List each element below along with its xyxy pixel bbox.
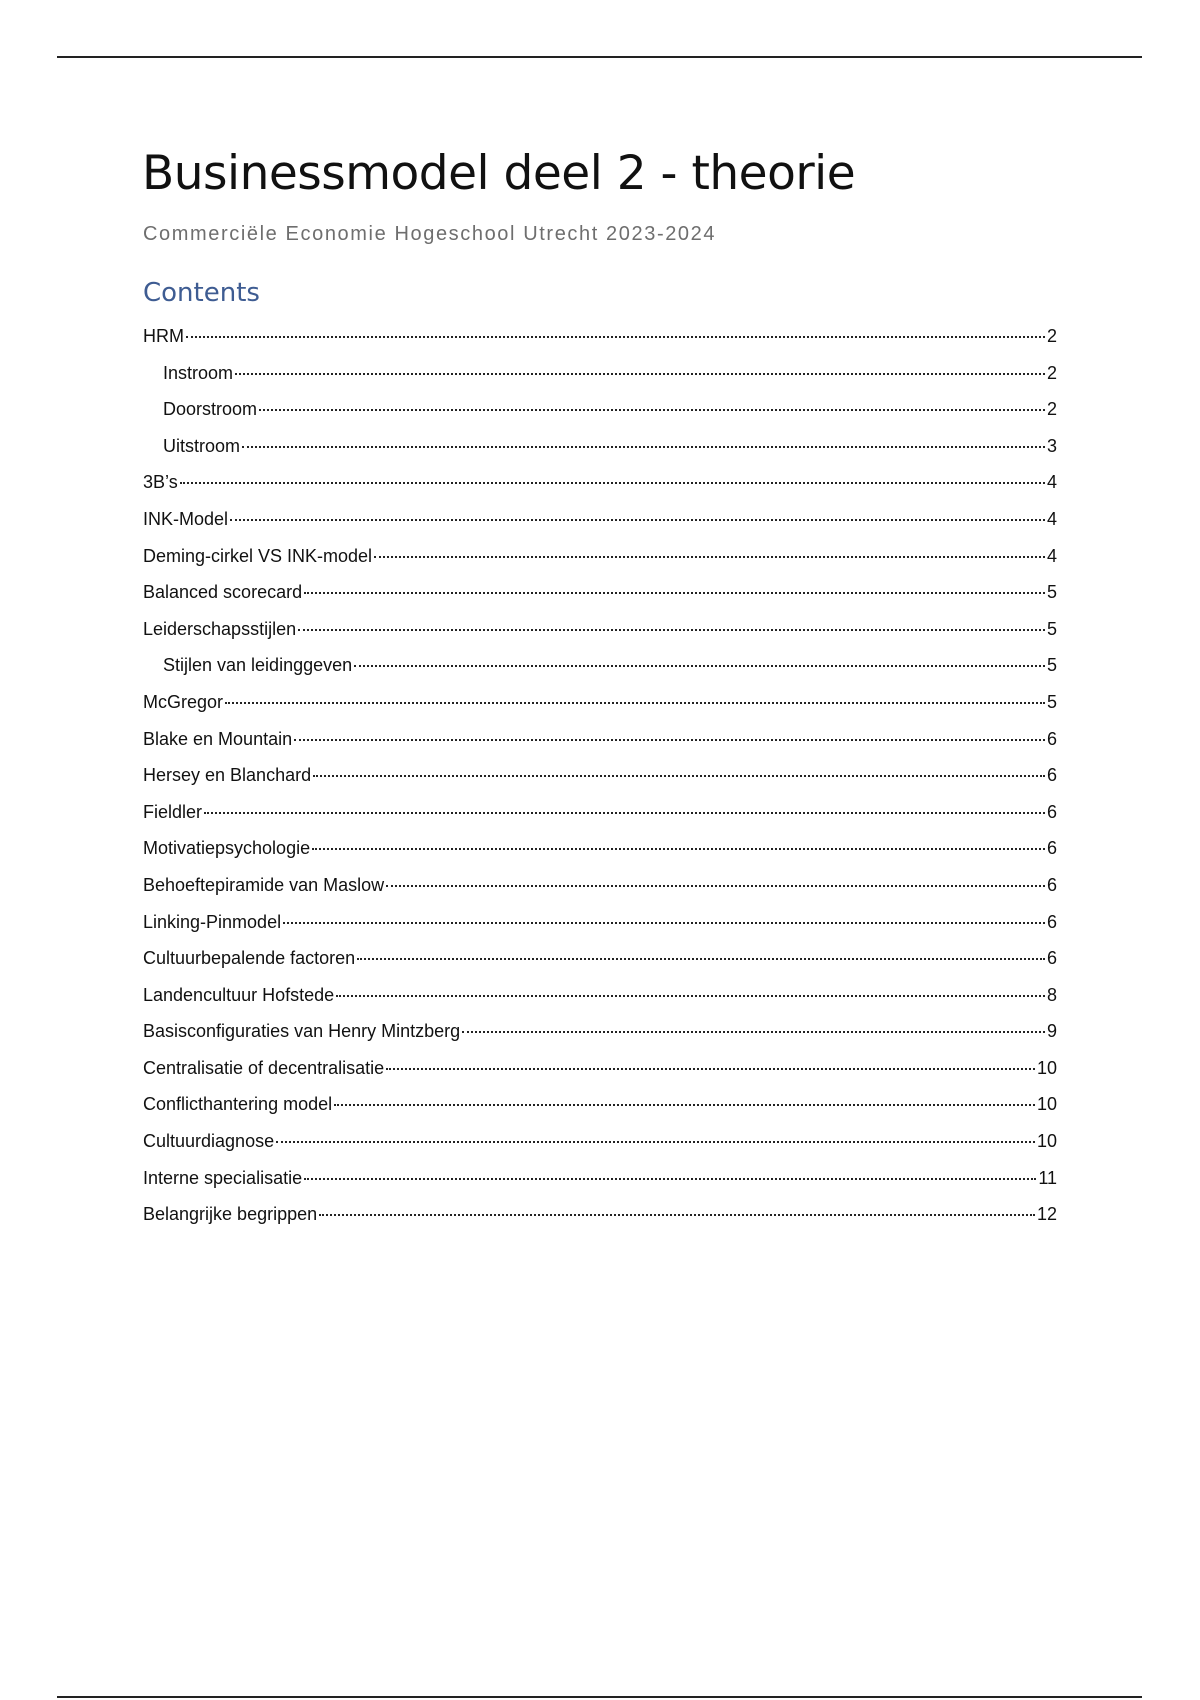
toc-entry[interactable] — [143, 948, 1057, 985]
toc-dot-leader — [386, 885, 1045, 887]
toc-entry-label: Fieldler — [143, 801, 203, 822]
toc-entry[interactable] — [143, 509, 1057, 546]
toc-entry-label: INK-Model — [143, 508, 229, 529]
toc-dot-leader — [334, 1104, 1035, 1106]
toc-entry-page-number: 4 — [1046, 508, 1057, 529]
toc-entry-page-number: 9 — [1046, 1021, 1057, 1042]
toc-entry[interactable] — [143, 619, 1057, 656]
toc-entry-label: Uitstroom — [163, 435, 241, 456]
toc-entry-label: Instroom — [163, 362, 234, 383]
toc-entry[interactable] — [143, 1058, 1057, 1095]
toc-dot-leader — [312, 848, 1045, 850]
toc-dot-leader — [276, 1141, 1035, 1143]
toc-entry-page-number: 6 — [1046, 874, 1057, 895]
toc-entry-label: Motivatiepsychologie — [143, 838, 311, 859]
toc-dot-leader — [386, 1068, 1035, 1070]
toc-heading: Contents — [143, 278, 260, 308]
toc-dot-leader — [180, 482, 1045, 484]
toc-entry-page-number: 5 — [1046, 618, 1057, 639]
toc-entry-page-number: 10 — [1036, 1094, 1057, 1115]
toc-dot-leader — [304, 1178, 1036, 1180]
toc-entry-label: Blake en Mountain — [143, 728, 293, 749]
toc-dot-leader — [298, 629, 1045, 631]
toc-entry-page-number: 6 — [1046, 728, 1057, 749]
toc-entry[interactable] — [143, 912, 1057, 949]
toc-entry[interactable] — [143, 436, 1057, 473]
toc-entry-page-number: 11 — [1038, 1167, 1057, 1188]
toc-entry-label: Balanced scorecard — [143, 582, 303, 603]
toc-entry[interactable] — [143, 729, 1057, 766]
toc-dot-leader — [336, 995, 1045, 997]
toc-dot-leader — [186, 336, 1045, 338]
toc-entry-label: Behoeftepiramide van Maslow — [143, 874, 385, 895]
toc-entry-label: Deming-cirkel VS INK-model — [143, 545, 373, 566]
toc-dot-leader — [374, 556, 1045, 558]
toc-entry[interactable] — [143, 838, 1057, 875]
toc-entry[interactable] — [143, 546, 1057, 583]
toc-entry-page-number: 4 — [1046, 472, 1057, 493]
toc-entry-label: Belangrijke begrippen — [143, 1204, 318, 1225]
toc-entry[interactable] — [143, 875, 1057, 912]
toc-entry[interactable] — [143, 765, 1057, 802]
toc-entry[interactable] — [143, 655, 1057, 692]
toc-entry-label: McGregor — [143, 691, 224, 712]
toc-entry-page-number: 5 — [1046, 691, 1057, 712]
toc-entry-page-number: 2 — [1046, 326, 1057, 346]
document-subtitle: Commerciële Economie Hogeschool Utrecht 2023-2024 — [143, 223, 717, 245]
toc-entry[interactable] — [143, 1094, 1057, 1131]
toc-entry-label: Leiderschapsstijlen — [143, 618, 297, 639]
toc-entry-label: Basisconfiguraties van Henry Mintzberg — [143, 1021, 461, 1042]
toc-dot-leader — [259, 409, 1045, 411]
toc-entry[interactable] — [143, 326, 1057, 363]
toc-entry-page-number: 10 — [1036, 1057, 1057, 1078]
toc-entry-page-number: 6 — [1046, 911, 1057, 932]
toc-entry-page-number: 6 — [1046, 838, 1057, 859]
toc-entry-page-number: 12 — [1036, 1204, 1057, 1225]
toc-entry-label: Doorstroom — [163, 399, 258, 420]
toc-entry[interactable] — [143, 1021, 1057, 1058]
toc-entry-page-number: 8 — [1046, 984, 1057, 1005]
toc-dot-leader — [242, 446, 1045, 448]
toc-dot-leader — [354, 665, 1045, 667]
toc-dot-leader — [462, 1031, 1045, 1033]
toc-dot-leader — [230, 519, 1045, 521]
toc-entry-label: Linking-Pinmodel — [143, 911, 282, 932]
table-of-contents — [143, 326, 1057, 1241]
toc-entry[interactable] — [143, 399, 1057, 436]
toc-entry-page-number: 4 — [1046, 545, 1057, 566]
toc-dot-leader — [304, 592, 1045, 594]
toc-entry[interactable] — [143, 582, 1057, 619]
toc-entry-page-number: 6 — [1046, 765, 1057, 786]
toc-entry-page-number: 2 — [1046, 399, 1057, 420]
toc-entry-label: Conflicthantering model — [143, 1094, 333, 1115]
toc-dot-leader — [357, 958, 1045, 960]
toc-dot-leader — [313, 775, 1045, 777]
toc-dot-leader — [235, 373, 1045, 375]
toc-entry-label: Landencultuur Hofstede — [143, 984, 335, 1005]
toc-dot-leader — [319, 1214, 1035, 1216]
toc-entry[interactable] — [143, 692, 1057, 729]
toc-entry-page-number: 3 — [1046, 435, 1057, 456]
toc-entry[interactable] — [143, 472, 1057, 509]
toc-entry-label: Cultuurbepalende factoren — [143, 948, 356, 969]
toc-entry-label: Stijlen van leidinggeven — [163, 655, 353, 676]
toc-entry-page-number: 10 — [1036, 1131, 1057, 1152]
toc-dot-leader — [225, 702, 1045, 704]
toc-entry[interactable] — [143, 802, 1057, 839]
document-title: Businessmodel deel 2 - theorie — [142, 146, 856, 201]
toc-entry-label: Hersey en Blanchard — [143, 765, 312, 786]
toc-entry-page-number: 6 — [1046, 801, 1057, 822]
page-footer-rule — [57, 1696, 1142, 1698]
page-header-rule — [57, 56, 1142, 58]
toc-entry[interactable] — [143, 985, 1057, 1022]
toc-entry[interactable] — [143, 1168, 1057, 1205]
toc-entry[interactable] — [143, 363, 1057, 400]
toc-dot-leader — [283, 922, 1045, 924]
toc-dot-leader — [294, 739, 1045, 741]
toc-entry-label: 3B’s — [143, 472, 178, 493]
toc-entry-page-number: 5 — [1046, 655, 1057, 676]
toc-entry-page-number: 6 — [1046, 948, 1057, 969]
toc-entry-page-number: 5 — [1046, 582, 1057, 603]
toc-entry-label: HRM — [143, 326, 184, 346]
toc-dot-leader — [204, 812, 1045, 814]
toc-entry-label: Interne specialisatie — [143, 1167, 303, 1188]
toc-entry-label: Centralisatie of decentralisatie — [143, 1057, 385, 1078]
toc-entry[interactable] — [143, 1204, 1057, 1241]
toc-entry-page-number: 2 — [1046, 362, 1057, 383]
toc-entry-label: Cultuurdiagnose — [143, 1131, 275, 1152]
toc-entry[interactable] — [143, 1131, 1057, 1168]
